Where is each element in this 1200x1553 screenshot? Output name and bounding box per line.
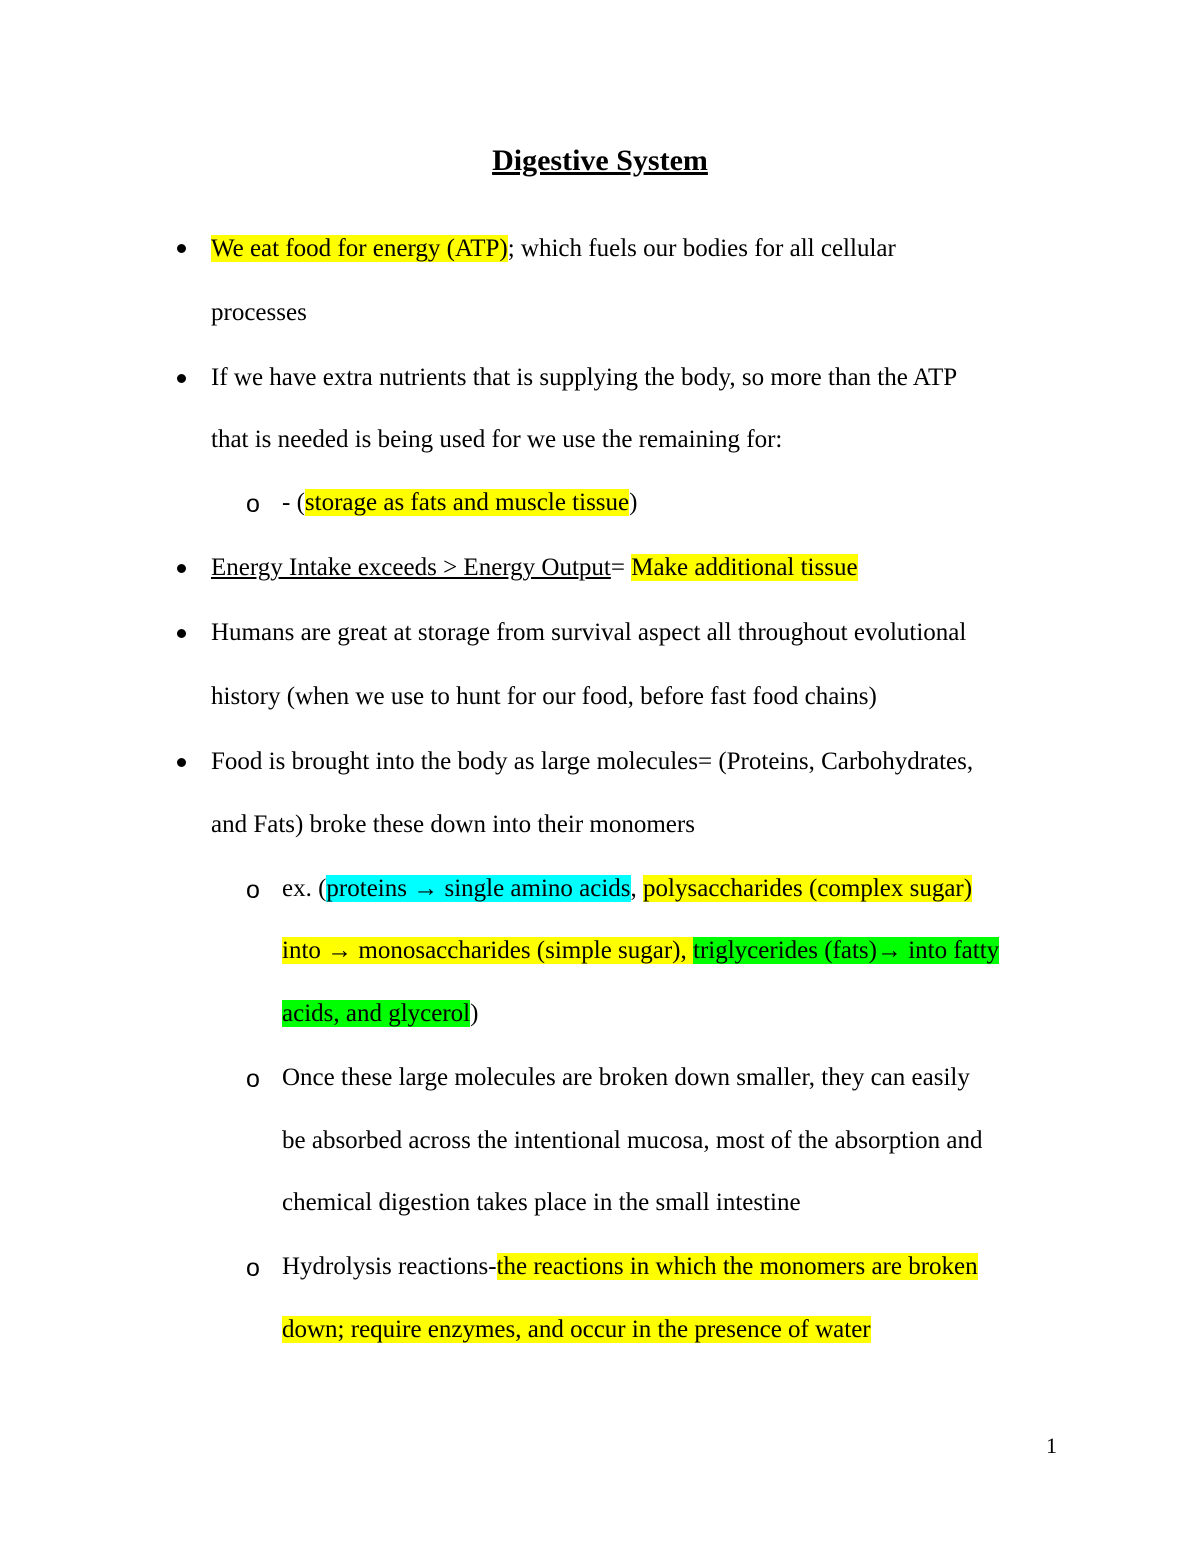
bullet-5-line-2: and Fats) broke these down into their monomers — [211, 811, 695, 838]
sub-bullet-2-line-3 — [282, 997, 478, 1031]
highlight-yellow: into → monosaccharides (simple sugar), — [282, 937, 694, 964]
text-run: - ( — [282, 489, 305, 516]
sub-bullet-3-line-2: be absorbed across the intentional mucosa, most of the absorption and — [282, 1127, 983, 1154]
bullet-2-line-1: If we have extra nutrients that is supplying the body, so more than the ATP — [211, 364, 958, 391]
sub-bullet-3-line-3: chemical digestion takes place in the small intestine — [282, 1189, 801, 1216]
highlight-yellow: polysaccharides (complex sugar) — [643, 875, 973, 902]
highlight-green: triglycerides (fats)→ into fatty — [693, 937, 1000, 964]
bullet-2-line-2: that is needed is being used for we use the remaining for: — [211, 426, 783, 453]
highlight-green: acids, and glycerol — [282, 1000, 471, 1027]
text-run: Hydrolysis reactions- — [282, 1253, 497, 1280]
sub-bullet-2-line-2 — [282, 934, 999, 968]
bullet-5-line-1: Food is brought into the body as large molecules= (Proteins, Carbohydrates, — [211, 748, 974, 775]
bullet-icon — [177, 758, 186, 767]
sub-bullet-4-line-1 — [282, 1250, 978, 1284]
sub-bullet-icon: o — [246, 1254, 260, 1282]
text-run: ) — [629, 489, 638, 516]
bullet-icon — [177, 244, 186, 253]
sub-bullet-1 — [282, 486, 637, 520]
highlight-yellow: storage as fats and muscle tissue — [304, 489, 630, 516]
bullet-icon — [177, 629, 186, 638]
highlight-yellow: We eat food for energy (ATP) — [211, 235, 508, 262]
sub-bullet-icon: o — [246, 1065, 260, 1093]
bullet-1-line-2: processes — [211, 299, 307, 326]
page-number: 1 — [1046, 1433, 1057, 1458]
bullet-3 — [211, 551, 858, 585]
text-run: = — [610, 554, 625, 581]
text-run: ) — [470, 1000, 479, 1027]
sub-bullet-icon: o — [246, 490, 260, 518]
bullet-4-line-1: Humans are great at storage from survival aspect all throughout evolutional — [211, 619, 967, 646]
sub-bullet-4-line-2 — [282, 1313, 871, 1347]
bullet-icon — [177, 374, 186, 383]
sub-bullet-2-line-1 — [282, 872, 972, 906]
highlight-yellow: Make additional tissue — [631, 554, 858, 581]
highlight-yellow: down; require enzymes, and occur in the presence of water — [282, 1316, 871, 1343]
highlight-cyan: proteins → single amino acids — [326, 875, 631, 902]
bullet-1-line-1 — [211, 232, 896, 266]
bullet-icon — [177, 564, 186, 573]
highlight-yellow: the reactions in which the monomers are broken — [496, 1253, 978, 1280]
text-run: ex. ( — [282, 875, 327, 902]
page-title: Digestive System — [492, 144, 708, 177]
bullet-4-line-2: history (when we use to hunt for our food, before fast food chains) — [211, 683, 877, 710]
text-run: , — [630, 875, 644, 902]
sub-bullet-icon: o — [246, 876, 260, 904]
underlined-text: Energy Intake exceeds > Energy Output — [211, 554, 611, 581]
sub-bullet-3-line-1: Once these large molecules are broken down smaller, they can easily — [282, 1064, 970, 1091]
text-run: ; which fuels our bodies for all cellular — [507, 235, 896, 262]
